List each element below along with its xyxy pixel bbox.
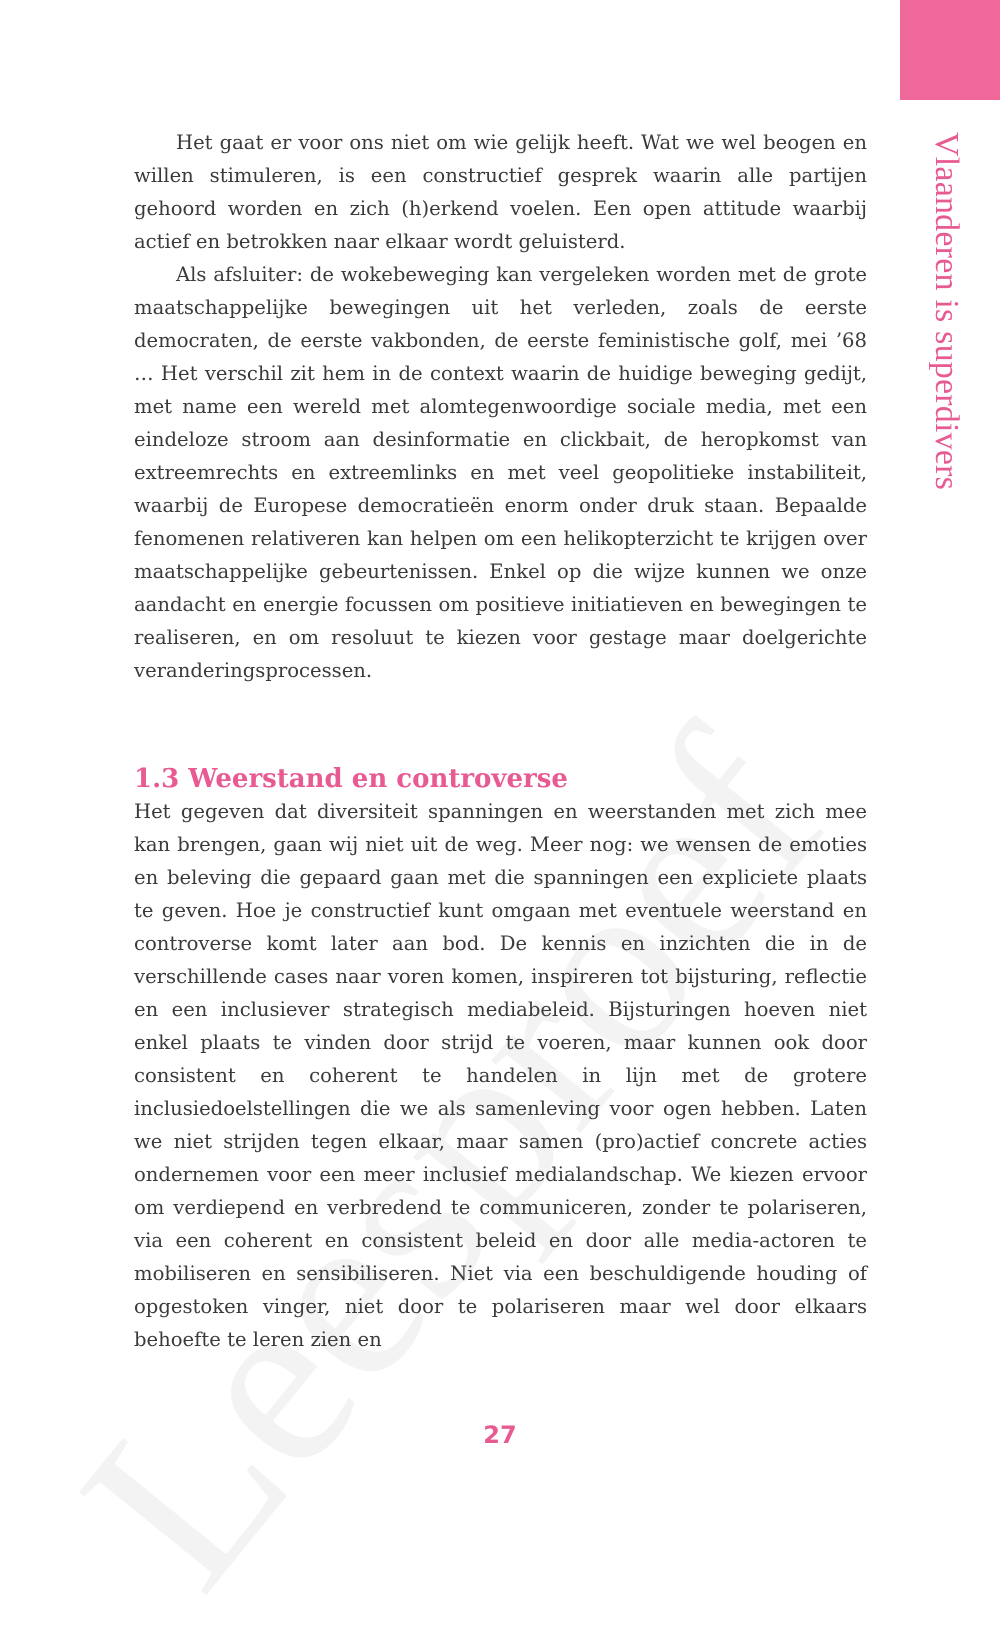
page-number: 27	[483, 1421, 517, 1449]
body-paragraph: Als afsluiter: de wokebeweging kan vergeleken worden met de grote maatschappelijke bewegingen uit het verleden, zoals de eerste democraten, de eerste vakbonden, de eerste feministische golf, mei ’68 … Het verschil zit hem in de context waarin de huidige beweging gedijt, met name een wereld met alomtegenwoordige sociale media, met een eindeloze stroom aan desinformatie en clickbait, de heropkomst van extreemrechts en extreemlinks en met veel geopolitieke instabiliteit, waarbij de Europese democratieën enorm onder druk staan. Bepaalde fenomenen relativeren kan helpen om een helikopterzicht te krijgen over maatschappelijke gebeurtenissen. Enkel op die wijze kunnen we onze aandacht en energie focussen om positieve initiatieven en bewegingen te realiseren, en om resoluut te kiezen voor gestage maar doelgerichte veranderingsprocessen.	[134, 263, 867, 682]
section-body-paragraph: Het gegeven dat diversiteit spanningen en weerstanden met zich mee kan brengen, gaan wij niet uit de weg. Meer nog: we wensen de emoties en beleving die gepaard gaan met die spanningen een expliciete plaats te geven. Hoe je constructief kunt omgaan met eventuele weerstand en controverse komt later aan bod. De kennis en inzichten die in de verschillende cases naar voren komen, inspireren tot bijsturing, reflectie en een inclusiever strategisch mediabeleid. Bijsturingen hoeven niet enkel plaats te vinden door strijd te voeren, maar kunnen ook door consistent en coherent te handelen in lijn met de grotere inclusiedoelstellingen die we als samenleving voor ogen hebben. Laten we niet strijden tegen elkaar, maar samen (pro)actief concrete acties ondernemen voor een meer inclusief medialandschap. We kiezen ervoor om verdiepend en verbredend te communiceren, zonder te polariseren, via een coherent en consistent beleid en door alle media-actoren te mobiliseren en sensibiliseren. Niet via een beschuldigende houding of opgestoken vinger, niet door te polariseren maar wel door elkaars behoefte te leren zien en	[134, 800, 867, 1351]
section-heading: 1.3 Weerstand en controverse	[134, 764, 568, 794]
running-chapter-title: Vlaanderen is superdivers	[928, 132, 965, 491]
body-paragraph: Het gaat er voor ons niet om wie gelijk heeft. Wat we wel beogen en willen stimuleren, is een constructief gesprek waarin alle partijen gehoord worden en zich (h)erkend voelen. Een open attitude waarbij actief en betrokken naar elkaar wordt geluisterd.	[134, 131, 867, 253]
page-body	[134, 126, 867, 1356]
corner-color-tab	[900, 0, 1000, 100]
